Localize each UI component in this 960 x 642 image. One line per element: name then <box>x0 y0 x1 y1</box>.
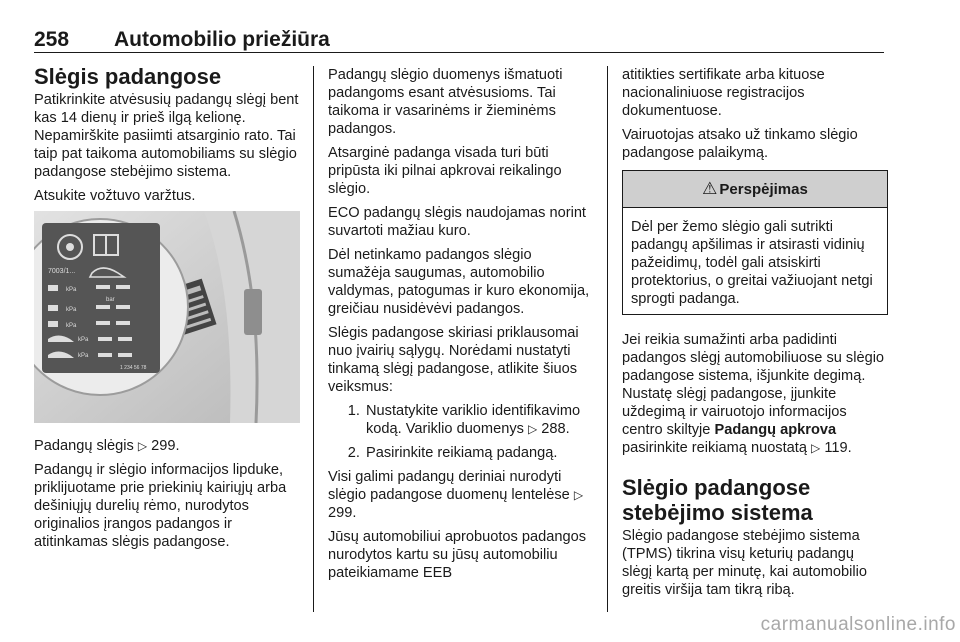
paragraph: Jūsų automobiliui aprobuotos padangos nurodytos kartu su jūsų automobiliu pateikiamame EEB <box>328 529 587 581</box>
warning-header <box>623 171 887 208</box>
page-header <box>34 26 884 53</box>
unit-kpa: kPa <box>78 353 89 359</box>
step1-page-ref[interactable]: 288. <box>541 421 570 437</box>
section-heading: Slėgis padangose <box>34 64 222 89</box>
warning-triangle-icon: ⚠ <box>702 179 718 198</box>
section-heading: Slėgio padangose stebėjimo sistema <box>622 475 813 525</box>
label-code: 7003/1... <box>48 268 76 275</box>
paragraph: ECO padangų slėgis naudojamas norint suvartoti mažiau kuro. <box>328 205 586 239</box>
label-footer-code: 1 234 56 78 <box>120 365 147 371</box>
paragraph: Atsukite vožtuvo varžtus. <box>34 188 196 204</box>
enlarged-label <box>42 223 160 373</box>
door-latch-shape <box>244 289 262 335</box>
table-page-ref[interactable]: 299. <box>328 505 357 521</box>
page-reference-arrow-icon: ▷ <box>811 441 821 455</box>
column-divider <box>313 66 314 612</box>
paragraph: Slėgio padangose stebėjimo sistema (TPMS) tikrina visų keturių padangų slėgį kartą per minutę, kai automobilio greitis viršija tam tikrą ribą. <box>622 528 867 598</box>
column-right <box>622 66 888 605</box>
paragraph: Patikrinkite atvėsusių padangų slėgį bent kas 14 dienų ir prieš ilgą kelionę. Nepamirškite pasiimti atsarginio rato. Tai taip pat taikoma automobiliams su slėgio padangose stebėjimo sistema. <box>34 92 299 180</box>
warning-body <box>623 208 887 314</box>
unit-kpa: kPa <box>78 337 89 343</box>
paragraph: Dėl netinkamo padangos slėgio sumažėja saugumas, automobilio valdymas, patogumas ir kuro ekonomija, greičiau nusidėvėvi padangos. <box>328 247 590 317</box>
info-centre-page-ref[interactable]: 119. <box>824 440 852 456</box>
caption-text: Padangų slėgis <box>34 438 134 454</box>
page-reference-arrow-icon: ▷ <box>527 422 538 436</box>
list-item: 1. Nustatykite variklio identifikavimo kodą. Variklio duomenys ▷ 288. <box>364 402 592 438</box>
paragraph: Jei reikia sumažinti arba padidinti padangos slėgį automobiliuose su slėgio padangose sistema, išjunkite degimą. Nustatę slėgį padangose, įjunkite uždegimą ir vairuotojo informacijos centro skiltyje Padangų apkrova pasirinkite reikiamą nuostatą ▷ 119. <box>622 332 885 456</box>
steps-list <box>328 402 592 462</box>
tire-pressure-label-figure <box>34 211 300 423</box>
paragraph: Padangų ir slėgio informacijos lipduke, priklijuotame prie priekinių kairiųjų arba dešiniųjų durelių rėmo, nurodytos originalios įrangos padangos ir atitinkamas slėgis padangose. <box>34 462 287 550</box>
figure-caption <box>34 437 300 455</box>
tire-label-illustration <box>34 211 300 423</box>
page-reference-arrow-icon: ▷ <box>573 488 584 502</box>
unit-kpa: kPa <box>66 307 77 313</box>
column-middle <box>328 66 592 588</box>
warning-text: Dėl per žemo slėgio gali sutrikti padangų apšilimas ir atsirasti vidinių pažeidimų, todėl gali atsiskirti protektorius, o greitai važiuojant netgi sprogti padanga. <box>631 219 873 307</box>
paragraph: atitikties sertifikate arba kituose nacionaliniuose registracijos dokumentuose. <box>622 67 825 119</box>
unit-kpa: kPa <box>66 323 77 329</box>
paragraph: Atsarginė padanga visada turi būti pripūsta iki pilnai apkrovai reikalingo slėgio. <box>328 145 562 197</box>
page-reference-arrow-icon: ▷ <box>137 439 148 453</box>
chapter-title: Automobilio priežiūra <box>114 28 330 51</box>
unit-bar: bar <box>106 297 115 303</box>
list-item: 2. Pasirinkite reikiamą padangą. <box>364 444 592 462</box>
paragraph: Padangų slėgio duomenys išmatuoti padangoms esant atvėsusioms. Tai taikoma ir vasarinėms ir žieminėms padangos. <box>328 67 563 137</box>
page-number: 258 <box>34 28 70 51</box>
caption-page-ref[interactable]: 299. <box>151 438 180 454</box>
column-left <box>34 64 300 557</box>
watermark: carmanualsonline.info <box>760 614 956 635</box>
paragraph: Visi galimi padangų deriniai nurodyti slėgio padangose duomenų lentelėse ▷ 299. <box>328 469 584 521</box>
menu-term: Padangų apkrova <box>714 422 837 438</box>
paragraph: Vairuotojas atsako už tinkamo slėgio padangose palaikymą. <box>622 127 858 161</box>
warning-box <box>622 170 888 315</box>
unit-kpa: kPa <box>66 287 77 293</box>
column-divider <box>607 66 608 612</box>
paragraph: Slėgis padangose skiriasi priklausomai nuo įvairių sąlygų. Norėdami nustatyti tinkamą slėgį padangose, atlikite šiuos veiksmus: <box>328 325 579 395</box>
warning-title: Perspėjimas <box>719 180 808 198</box>
